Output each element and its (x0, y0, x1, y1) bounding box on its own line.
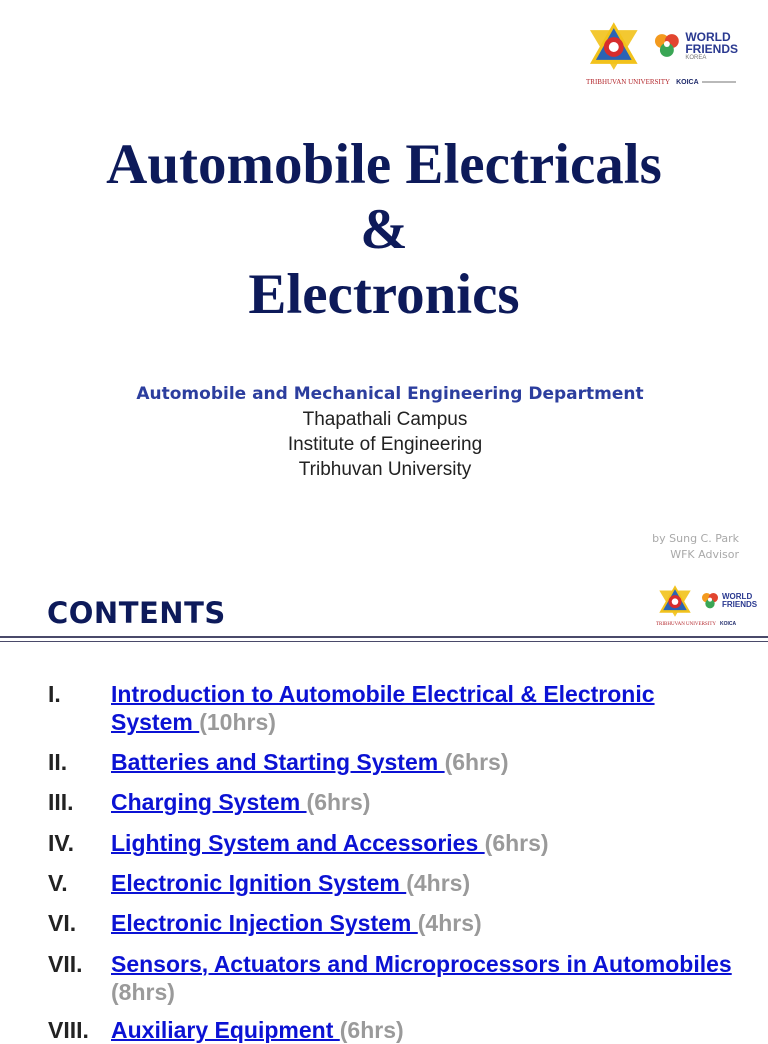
world-friends-icon (700, 591, 720, 611)
toc-number: VI. (48, 910, 77, 936)
title-line-3: Electronics (248, 263, 520, 326)
toc-hours: (10hrs) (199, 709, 276, 735)
tribhuvan-university-emblem (656, 584, 694, 618)
toc-link-introduction[interactable]: Introduction to Automobile Electrical & Electronic System (111, 681, 655, 735)
university-name: Tribhuvan University (298, 459, 472, 480)
contents-heading: CONTENTS (47, 596, 226, 630)
world-friends-line2: FRIENDS (685, 42, 738, 56)
toc-link-ignition[interactable]: Electronic Ignition System (111, 870, 407, 896)
world-friends-line2: FRIENDS (722, 600, 758, 609)
partner-logos (586, 20, 738, 96)
department-name: Automobile and Mechanical Engineering Department (136, 384, 644, 404)
toc-hours: (6hrs) (484, 830, 549, 856)
university-caption: TRIBHUVAN UNIVERSITY (586, 78, 671, 86)
title-line-1: Automobile Electricals (106, 133, 662, 196)
toc-link-lighting[interactable]: Lighting System and Accessories (111, 830, 485, 856)
heading-divider-thin (0, 641, 768, 642)
toc-number: I. (48, 681, 61, 707)
toc-number: VIII. (48, 1017, 89, 1043)
tribhuvan-university-emblem (586, 20, 642, 72)
toc-number: V. (48, 870, 68, 896)
toc-number: VII. (48, 951, 83, 977)
world-friends-line1: WORLD (685, 30, 731, 44)
toc-hours: (6hrs) (339, 1017, 404, 1043)
heading-divider (0, 636, 768, 638)
institute-name: Institute of Engineering (287, 434, 483, 455)
toc-number: II. (48, 749, 68, 775)
world-friends-icon (652, 31, 682, 61)
toc-hours: (4hrs) (406, 870, 471, 896)
toc-link-sensors[interactable]: Sensors, Actuators and Microprocessors in Automobiles (111, 951, 732, 977)
koica-wordmark-line (702, 81, 736, 83)
toc-hours: (6hrs) (306, 789, 371, 815)
toc-link-auxiliary[interactable]: Auxiliary Equipment (111, 1017, 340, 1043)
koica-caption: KOICA (676, 78, 699, 86)
world-friends-sub: KOREA (685, 55, 707, 61)
toc-link-charging[interactable]: Charging System (111, 789, 307, 815)
toc-link-injection[interactable]: Electronic Injection System (111, 910, 418, 936)
toc-number: III. (48, 789, 74, 815)
author-role: WFK Advisor (670, 548, 739, 561)
world-friends-line1: WORLD (722, 592, 753, 601)
campus-name: Thapathali Campus (302, 409, 468, 430)
partner-logos-small (656, 584, 760, 632)
koica-caption: KOICA (720, 621, 737, 627)
university-caption: TRIBHUVAN UNIVERSITY (656, 621, 717, 627)
author-name: by Sung C. Park (652, 532, 739, 545)
toc-hours: (4hrs) (417, 910, 482, 936)
toc-hours: (6hrs) (444, 749, 509, 775)
toc-hours: (8hrs) (111, 979, 175, 1005)
toc-link-batteries[interactable]: Batteries and Starting System (111, 749, 445, 775)
toc-number: IV. (48, 830, 75, 856)
title-line-2: & (360, 198, 408, 261)
